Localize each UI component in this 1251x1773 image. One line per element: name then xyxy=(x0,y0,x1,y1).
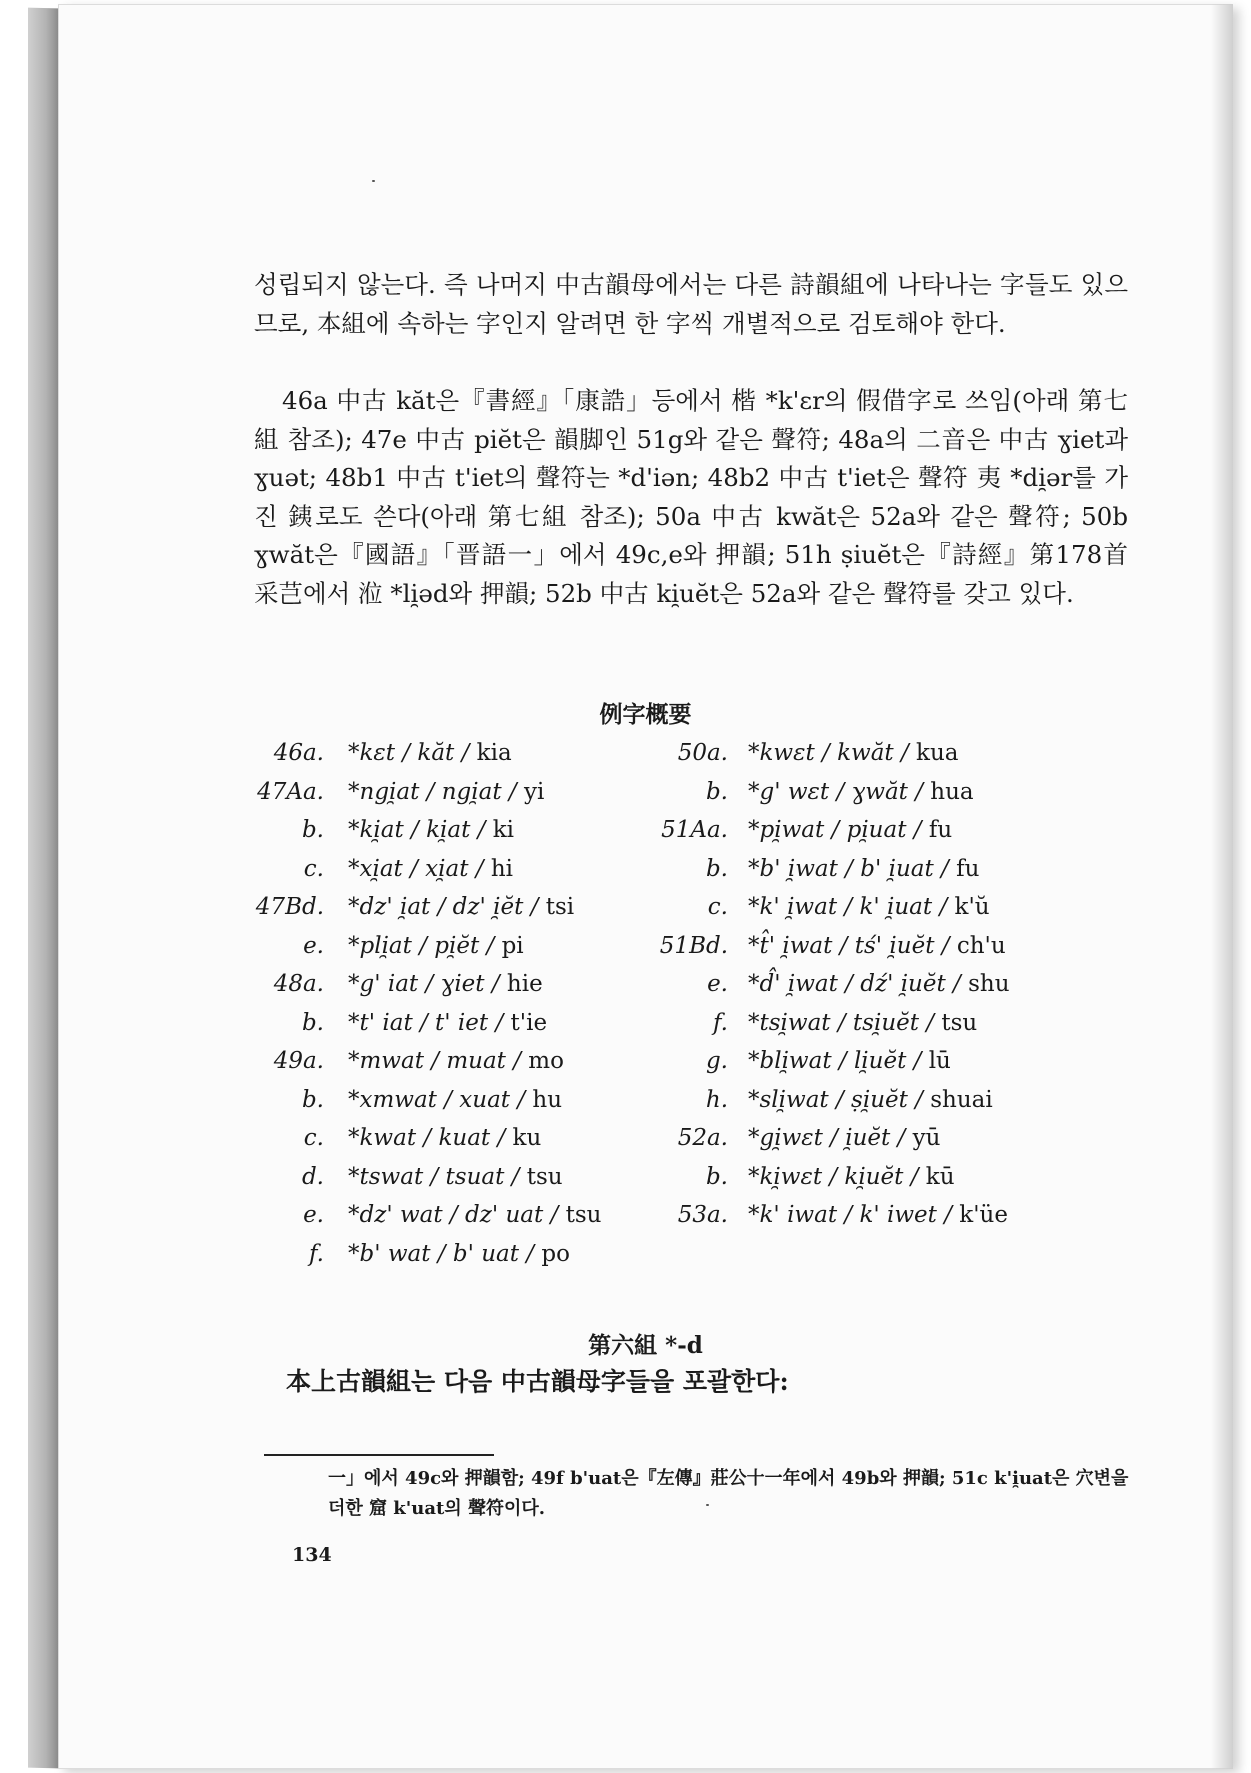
example-number: b. xyxy=(301,817,324,843)
example-modern-reading: k'üe xyxy=(959,1202,1008,1228)
example-romanization xyxy=(348,850,513,888)
page-speck xyxy=(372,180,375,182)
example-number: b. xyxy=(705,1163,728,1190)
example-romanization xyxy=(348,965,543,1003)
example-number: e. xyxy=(303,932,324,959)
example-romanization xyxy=(348,1081,562,1119)
example-romanization xyxy=(748,1119,940,1157)
example-modern-reading: lū xyxy=(928,1048,951,1074)
example-reading: *k' iwat / k' iwet / xyxy=(748,1202,952,1228)
example-reading: *t̂' i̯wat / tś' i̯uĕt / xyxy=(748,932,950,959)
example-number: f. xyxy=(308,1240,324,1267)
examples-heading: 例字概要 xyxy=(599,701,692,728)
example-reading: *ngi̯at / ngi̯at / xyxy=(348,778,517,805)
example-romanization xyxy=(348,1119,541,1157)
example-number: e. xyxy=(303,1202,324,1228)
example-romanization xyxy=(748,1196,1008,1234)
example-reading: *tswat / tsuat / xyxy=(348,1163,520,1190)
example-reading: *tsi̯wat / tsi̯uĕt / xyxy=(748,1009,935,1036)
example-reading: *ki̯wɛt / ki̯uĕt / xyxy=(748,1163,919,1190)
page-number: 134 xyxy=(292,1544,332,1566)
example-modern-reading: kia xyxy=(476,740,512,766)
example-romanization xyxy=(348,1158,563,1196)
example-modern-reading: kua xyxy=(916,740,959,766)
body-paragraph-1: 성립되지 않는다. 즉 나머지 中古韻母에서는 다른 詩韻組에 나타나는 字들도 있으므로, 本組에 속하는 字인지 알려면 한 字씩 개별적으로 검토해야 한다. xyxy=(254,270,1128,338)
example-modern-reading: hie xyxy=(506,971,543,997)
example-romanization xyxy=(748,1042,951,1080)
example-modern-reading: yi xyxy=(523,778,545,805)
group-intro: 本上古韻組는 다음 中古韻母字들을 포괄한다: xyxy=(286,1367,789,1396)
book-page xyxy=(58,4,1233,1769)
example-modern-reading: hua xyxy=(930,778,974,805)
example-romanization xyxy=(348,811,514,849)
example-modern-reading: hu xyxy=(532,1086,563,1113)
example-modern-reading: fu xyxy=(928,817,953,843)
example-reading: *gi̯wɛt / i̯uĕt / xyxy=(748,1125,906,1151)
example-number: c. xyxy=(707,894,728,920)
example-modern-reading: k'ŭ xyxy=(954,894,990,920)
body-paragraph-2: 46a 中古 kăt은『書經』「康誥」등에서 楷 *k'ɛr의 假借字로 쓰임(아래 第七組 참조); 47e 中古 piĕt은 韻脚인 51g와 같은 聲符; 48a의 二音은 中古 ɣiet과 ɣuət; 48b1 中古 t'iet의 聲符는 *d'iən; 48b2 中古 t'iet은 聲符 夷 *di̯ər를 가진 銕로도 쓴다(아래 第七組 참조); 50a 中古 kwăt은 52a와 같은 聲符; 50b ɣwăt은『國語』「晋語一」에서 49c,e와 押韻; 51h ṣiuĕt은『詩經』第178首 采芑에서 涖 *li̯əd와 押韻; 52b 中古 ki̯uĕt은 52a와 같은 聲符를 갖고 있다. xyxy=(254,386,1128,608)
example-reading: *d̂' i̯wat / dź' i̯uĕt / xyxy=(748,971,961,997)
example-number: h. xyxy=(705,1086,728,1113)
example-number: b. xyxy=(705,778,728,805)
example-reading: *ki̯at / ki̯at / xyxy=(348,817,486,843)
example-number: c. xyxy=(303,1125,324,1151)
example-romanization xyxy=(348,1042,564,1080)
example-number: 48a. xyxy=(273,971,324,997)
example-romanization xyxy=(348,888,574,926)
example-list xyxy=(58,734,1233,1294)
example-modern-reading: tsu xyxy=(526,1163,563,1190)
example-reading: *b' i̯wat / b' i̯uat / xyxy=(748,855,949,882)
footnote-divider xyxy=(264,1454,494,1456)
example-modern-reading: tsu xyxy=(565,1202,602,1228)
example-romanization xyxy=(748,965,1010,1003)
example-romanization xyxy=(748,811,952,849)
group-heading: 第六組 *-d xyxy=(588,1332,703,1359)
example-romanization xyxy=(748,1081,993,1119)
example-modern-reading: shu xyxy=(968,971,1010,997)
example-modern-reading: tsu xyxy=(941,1009,978,1036)
example-number: b. xyxy=(705,855,728,882)
example-modern-reading: t'ie xyxy=(510,1009,548,1036)
example-number: 50a. xyxy=(677,740,728,766)
example-number: 47Aa. xyxy=(257,778,324,805)
example-romanization xyxy=(348,1196,601,1234)
book-spine-edge xyxy=(28,8,58,1769)
example-reading: *t' iat / t' iet / xyxy=(348,1009,504,1036)
example-reading: *mwat / muat / xyxy=(348,1048,521,1074)
footnote: 一」에서 49c와 押韻함; 49f b'uat은『左傳』莊公十一年에서 49b와 押韻; 51c k'i̯uat은 穴변을 더한 窟 k'uat의 聲符이다. xyxy=(328,1468,1129,1519)
example-modern-reading: shuai xyxy=(930,1086,993,1113)
example-romanization xyxy=(348,1004,547,1042)
example-romanization xyxy=(748,1158,955,1196)
example-romanization xyxy=(348,927,524,965)
example-number: 51Bd. xyxy=(659,932,728,959)
example-modern-reading: ch'u xyxy=(956,932,1006,959)
example-reading: *dz' i̯at / dz' i̯ĕt / xyxy=(348,894,539,920)
example-romanization xyxy=(748,734,959,772)
example-romanization xyxy=(348,734,512,772)
example-romanization xyxy=(748,773,974,811)
example-romanization xyxy=(348,1235,570,1273)
example-number: 52a. xyxy=(677,1125,728,1151)
example-romanization xyxy=(748,850,979,888)
example-romanization xyxy=(748,1004,977,1042)
example-reading: *b' wat / b' uat / xyxy=(348,1240,535,1267)
example-reading: *pli̯at / pi̯ĕt / xyxy=(348,932,495,959)
example-number: 49a. xyxy=(273,1048,324,1074)
example-modern-reading: po xyxy=(541,1240,570,1267)
example-reading: *pi̯wat / pi̯uat / xyxy=(748,817,922,843)
example-number: g. xyxy=(705,1048,728,1074)
example-modern-reading: ki xyxy=(492,817,515,843)
example-romanization xyxy=(748,927,1006,965)
example-romanization xyxy=(748,888,990,926)
example-modern-reading: pi xyxy=(501,932,524,959)
example-number: e. xyxy=(707,971,728,997)
example-number: f. xyxy=(712,1009,728,1036)
example-reading: *kwɛt / kwăt / xyxy=(748,740,909,766)
example-romanization xyxy=(348,773,544,811)
example-reading: *g' wɛt / ɣwăt / xyxy=(748,778,923,805)
example-number: c. xyxy=(303,855,324,882)
example-modern-reading: mo xyxy=(528,1048,564,1074)
example-modern-reading: hi xyxy=(490,855,513,882)
example-reading: *xmwat / xuat / xyxy=(348,1086,526,1113)
example-reading: *k' i̯wat / k' i̯uat / xyxy=(748,894,948,920)
example-number: 51Aa. xyxy=(661,817,728,843)
example-modern-reading: kū xyxy=(925,1163,955,1190)
example-number: 46a. xyxy=(273,740,324,766)
example-modern-reading: yū xyxy=(912,1125,941,1151)
example-reading: *xi̯at / xi̯at / xyxy=(348,855,484,882)
example-number: b. xyxy=(301,1009,324,1036)
example-modern-reading: tsi xyxy=(545,894,575,920)
example-reading: *bli̯wat / li̯uĕt / xyxy=(748,1048,922,1074)
example-modern-reading: fu xyxy=(956,855,980,882)
example-reading: *sli̯wat / ṣi̯uĕt / xyxy=(748,1086,923,1113)
example-number: 47Bd. xyxy=(255,894,324,920)
example-reading: *kɛt / kăt / xyxy=(348,740,470,766)
example-number: d. xyxy=(301,1163,324,1190)
example-number: b. xyxy=(301,1086,324,1113)
example-modern-reading: ku xyxy=(512,1125,542,1151)
example-number: 53a. xyxy=(677,1202,728,1228)
example-reading: *kwat / kuat / xyxy=(348,1125,506,1151)
example-reading: *dz' wat / dz' uat / xyxy=(348,1202,559,1228)
example-reading: *g' iat / ɣiet / xyxy=(348,971,500,997)
